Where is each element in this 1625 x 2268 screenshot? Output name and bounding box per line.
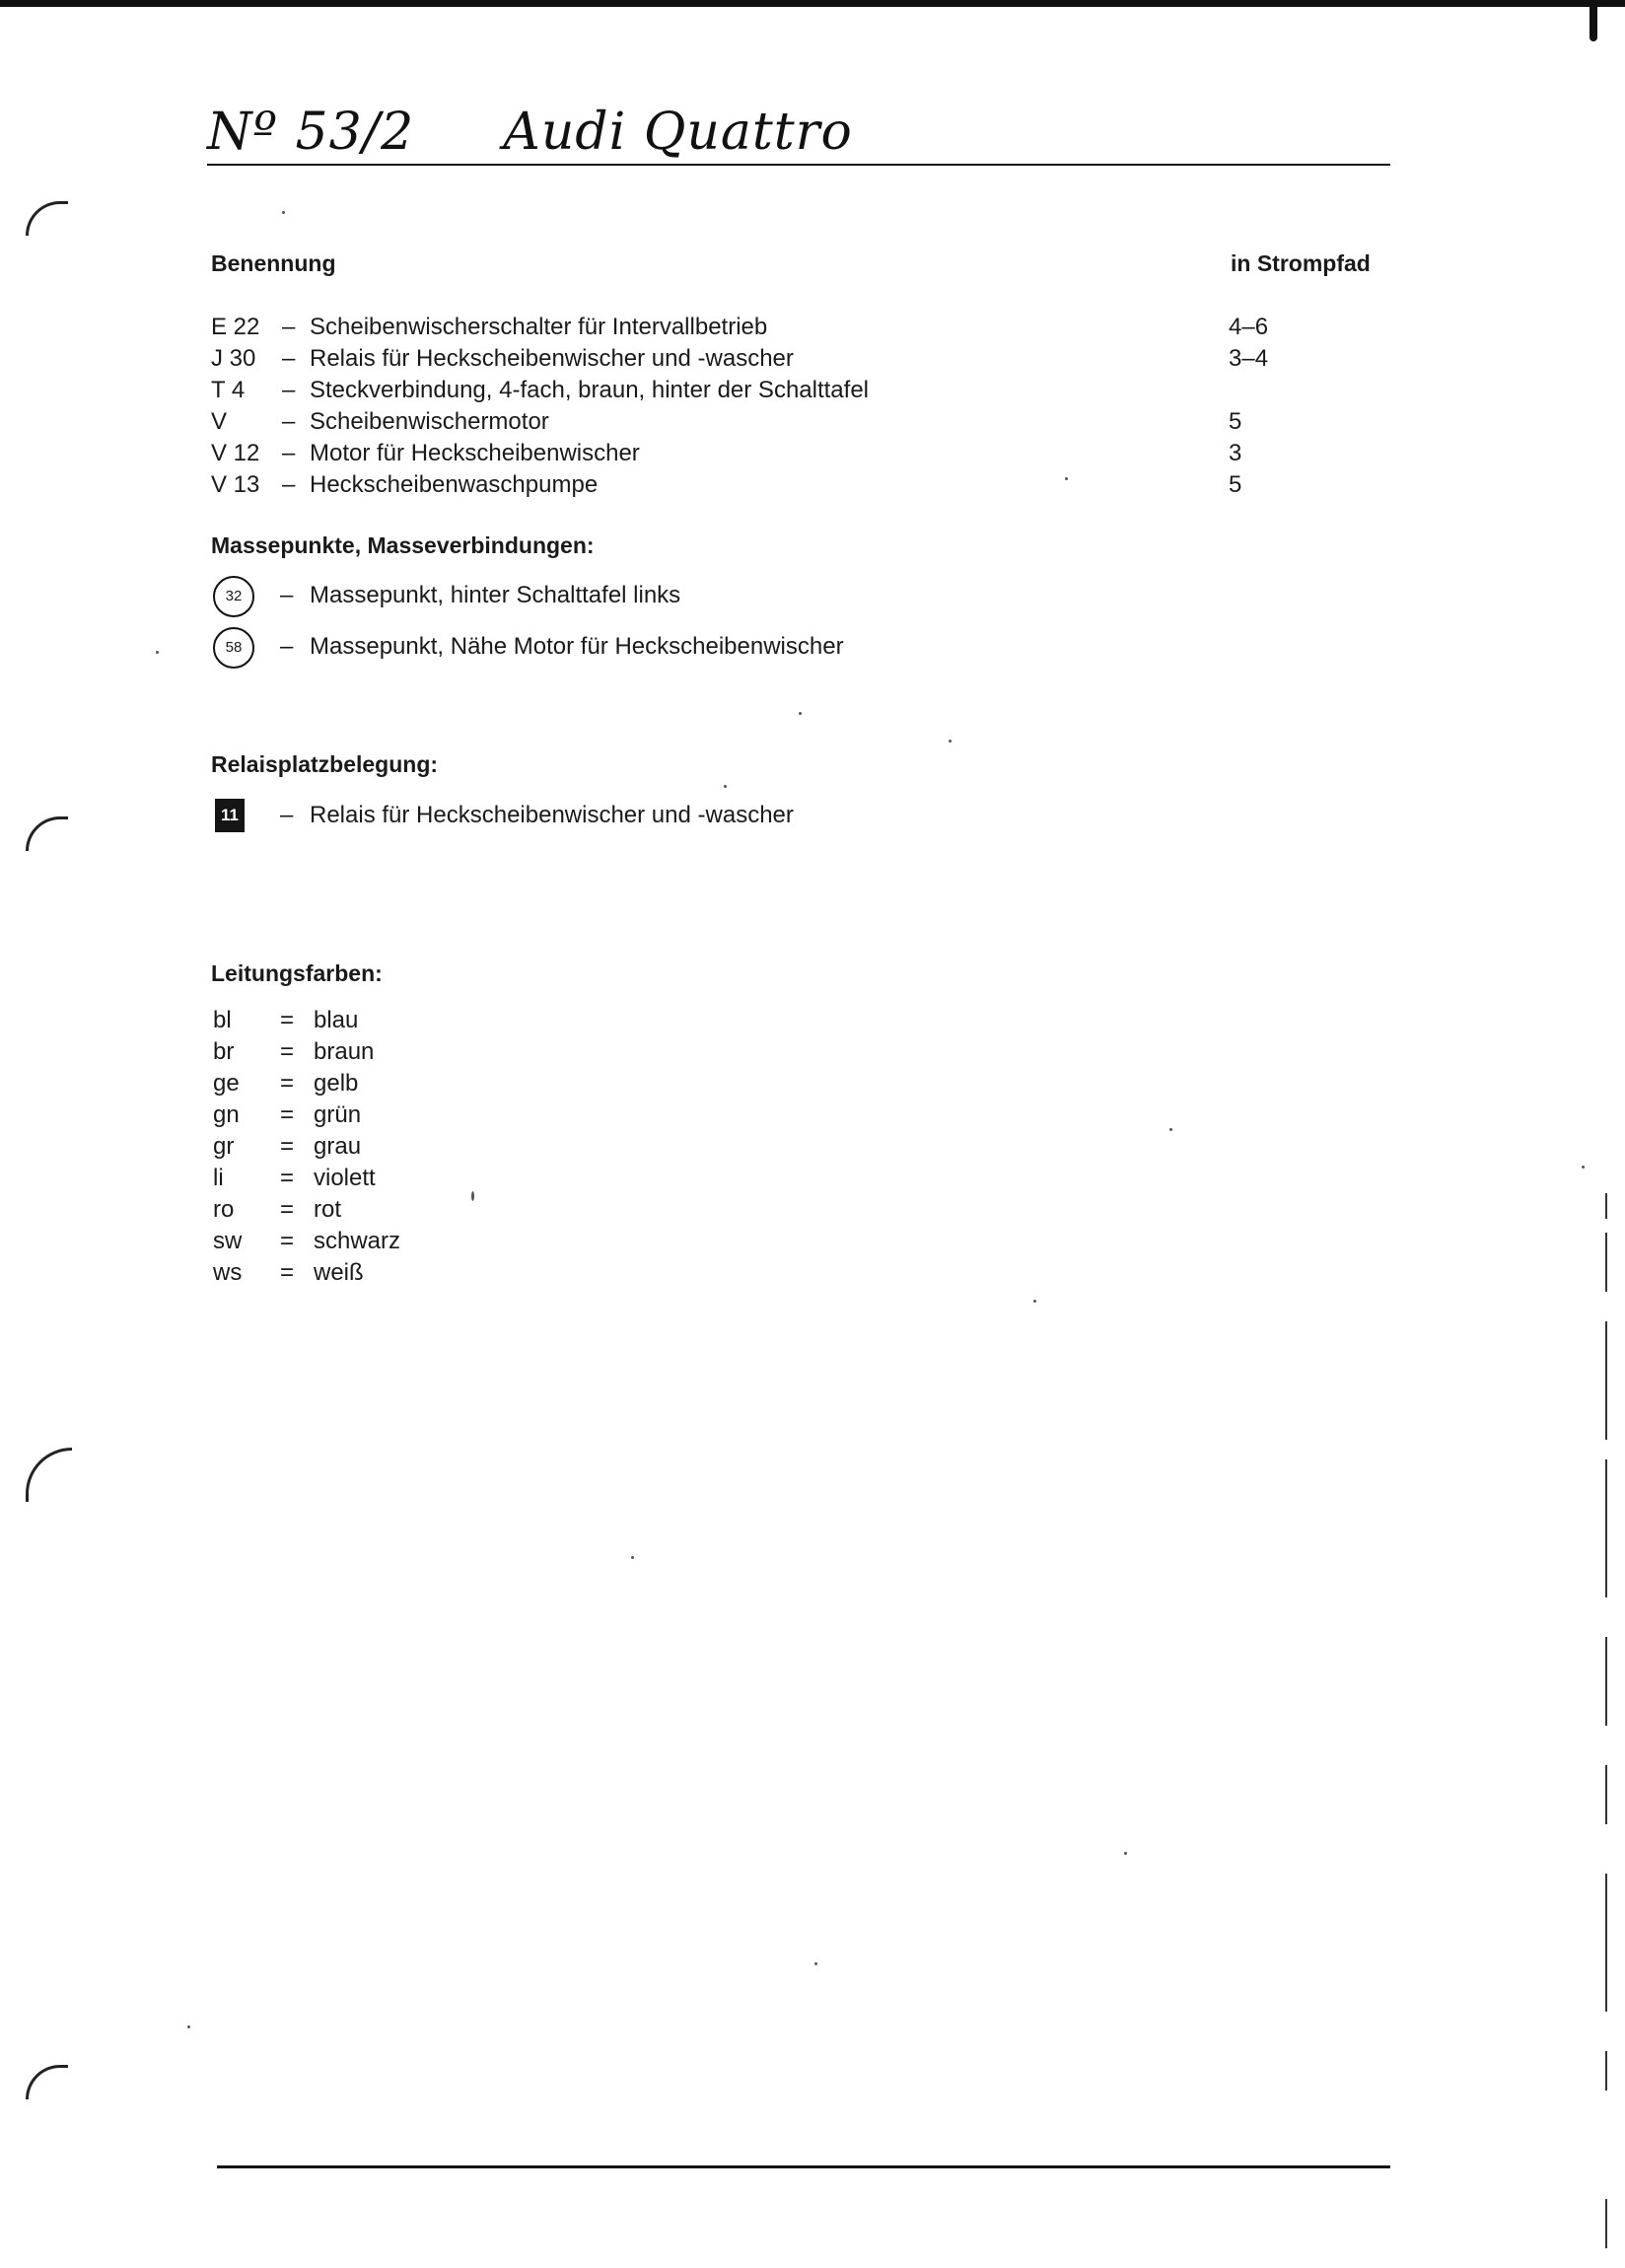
scan-edge-mark	[1605, 2051, 1607, 2091]
component-strompfad: 3–4	[1229, 345, 1269, 372]
ground-desc: Massepunkt, hinter Schalttafel links	[310, 582, 681, 608]
scan-speck	[187, 2025, 190, 2028]
ground-dash: –	[280, 633, 294, 660]
component-code: V 12	[211, 440, 260, 466]
equals-sign: =	[280, 1228, 295, 1254]
color-name: weiß	[314, 1259, 364, 1286]
component-strompfad: 3	[1229, 440, 1242, 466]
color-abbreviation: sw	[213, 1228, 243, 1254]
component-dash: –	[282, 471, 296, 498]
scan-speck	[156, 651, 159, 654]
scan-speck	[1033, 1300, 1036, 1303]
ground-point-circle: 32	[213, 576, 254, 617]
ground-dash: –	[280, 582, 294, 608]
punch-hole-mark	[26, 201, 68, 236]
component-strompfad: 4–6	[1229, 314, 1269, 340]
scan-edge-mark	[1605, 1874, 1607, 2012]
punch-hole-mark	[26, 1448, 72, 1502]
column-header-benennung: Benennung	[211, 250, 336, 276]
equals-sign: =	[280, 1196, 295, 1223]
component-description: Motor für Heckscheibenwischer	[310, 440, 640, 466]
relay-slot-box: 11	[215, 799, 245, 832]
color-name: grau	[314, 1133, 362, 1160]
component-description: Heckscheibenwaschpumpe	[310, 471, 599, 498]
component-description: Scheibenwischerschalter für Intervallbetrieb	[310, 314, 768, 340]
sheet-number: Nº 53/2	[207, 103, 415, 162]
scan-speck	[631, 1556, 634, 1559]
component-code: T 4	[211, 377, 246, 403]
column-header-strompfad: in Strompfad	[1231, 250, 1371, 276]
scan-speck	[814, 1962, 817, 1965]
equals-sign: =	[280, 1007, 295, 1033]
component-row	[211, 406, 1394, 438]
color-name: gelb	[314, 1070, 359, 1097]
component-code: E 22	[211, 314, 260, 340]
color-abbreviation: gr	[213, 1133, 235, 1160]
equals-sign: =	[280, 1259, 295, 1286]
component-row	[211, 343, 1394, 375]
equals-sign: =	[280, 1101, 295, 1128]
component-dash: –	[282, 345, 296, 372]
color-abbreviation: bl	[213, 1007, 232, 1033]
component-dash: –	[282, 377, 296, 403]
scan-speck	[1065, 477, 1068, 480]
color-abbreviation: ge	[213, 1070, 240, 1097]
scan-edge-mark	[1605, 1637, 1607, 1726]
component-code: V	[211, 408, 228, 435]
equals-sign: =	[280, 1165, 295, 1191]
equals-sign: =	[280, 1070, 295, 1097]
relay-dash: –	[280, 802, 294, 828]
scan-edge-mark	[1605, 2199, 1607, 2248]
component-dash: –	[282, 314, 296, 340]
relay-desc: Relais für Heckscheibenwischer und -wascher	[310, 802, 794, 828]
component-row	[211, 312, 1394, 343]
color-name: schwarz	[314, 1228, 401, 1254]
color-name: braun	[314, 1038, 375, 1065]
wire-colors-title: Leitungsfarben:	[211, 960, 383, 986]
equals-sign: =	[280, 1038, 295, 1065]
scan-edge-mark	[1605, 1193, 1607, 1219]
color-name: violett	[314, 1165, 376, 1191]
handwritten-header	[207, 103, 1390, 166]
ground-point-circle: 58	[213, 627, 254, 669]
component-dash: –	[282, 408, 296, 435]
color-abbreviation: li	[213, 1165, 224, 1191]
color-name: grün	[314, 1101, 362, 1128]
component-row	[211, 375, 1394, 406]
punch-hole-mark	[26, 2065, 68, 2099]
component-strompfad: 5	[1229, 471, 1242, 498]
component-code: J 30	[211, 345, 256, 372]
color-name: blau	[314, 1007, 359, 1033]
footer-rule	[217, 2165, 1390, 2168]
equals-sign: =	[280, 1133, 295, 1160]
scan-corner-mark	[1590, 0, 1597, 41]
scan-speck	[799, 712, 802, 715]
scan-speck	[1582, 1166, 1585, 1169]
component-row	[211, 438, 1394, 469]
ground-desc: Massepunkt, Nähe Motor für Heckscheibenwischer	[310, 633, 844, 660]
handwritten-title	[207, 103, 853, 162]
scan-edge-mark	[1605, 1233, 1607, 1292]
scan-top-edge	[0, 0, 1625, 7]
color-abbreviation: gn	[213, 1101, 240, 1128]
component-description: Relais für Heckscheibenwischer und -wascher	[310, 345, 794, 372]
scan-edge-mark	[1605, 1321, 1607, 1440]
color-abbreviation: ws	[213, 1259, 243, 1286]
car-model: Audi Quattro	[503, 103, 853, 162]
scan-speck	[724, 785, 727, 788]
component-code: V 13	[211, 471, 260, 498]
color-abbreviation: ro	[213, 1196, 235, 1223]
scan-speck	[949, 740, 952, 743]
component-dash: –	[282, 440, 296, 466]
relay-section-title: Relaisplatzbelegung:	[211, 751, 439, 777]
scan-edge-mark	[1605, 1765, 1607, 1824]
component-list	[211, 312, 1394, 501]
scan-speck	[471, 1191, 474, 1201]
color-abbreviation: br	[213, 1038, 235, 1065]
component-description: Steckverbindung, 4-fach, braun, hinter der Schalttafel	[310, 377, 869, 403]
ground-section-title: Massepunkte, Masseverbindungen:	[211, 532, 595, 558]
component-strompfad: 5	[1229, 408, 1242, 435]
punch-hole-mark	[26, 816, 68, 851]
component-row	[211, 469, 1394, 501]
component-description: Scheibenwischermotor	[310, 408, 549, 435]
scan-speck	[1124, 1852, 1127, 1855]
scan-edge-mark	[1605, 1459, 1607, 1597]
scan-speck	[1169, 1128, 1172, 1131]
color-name: rot	[314, 1196, 342, 1223]
scan-speck	[282, 211, 285, 214]
